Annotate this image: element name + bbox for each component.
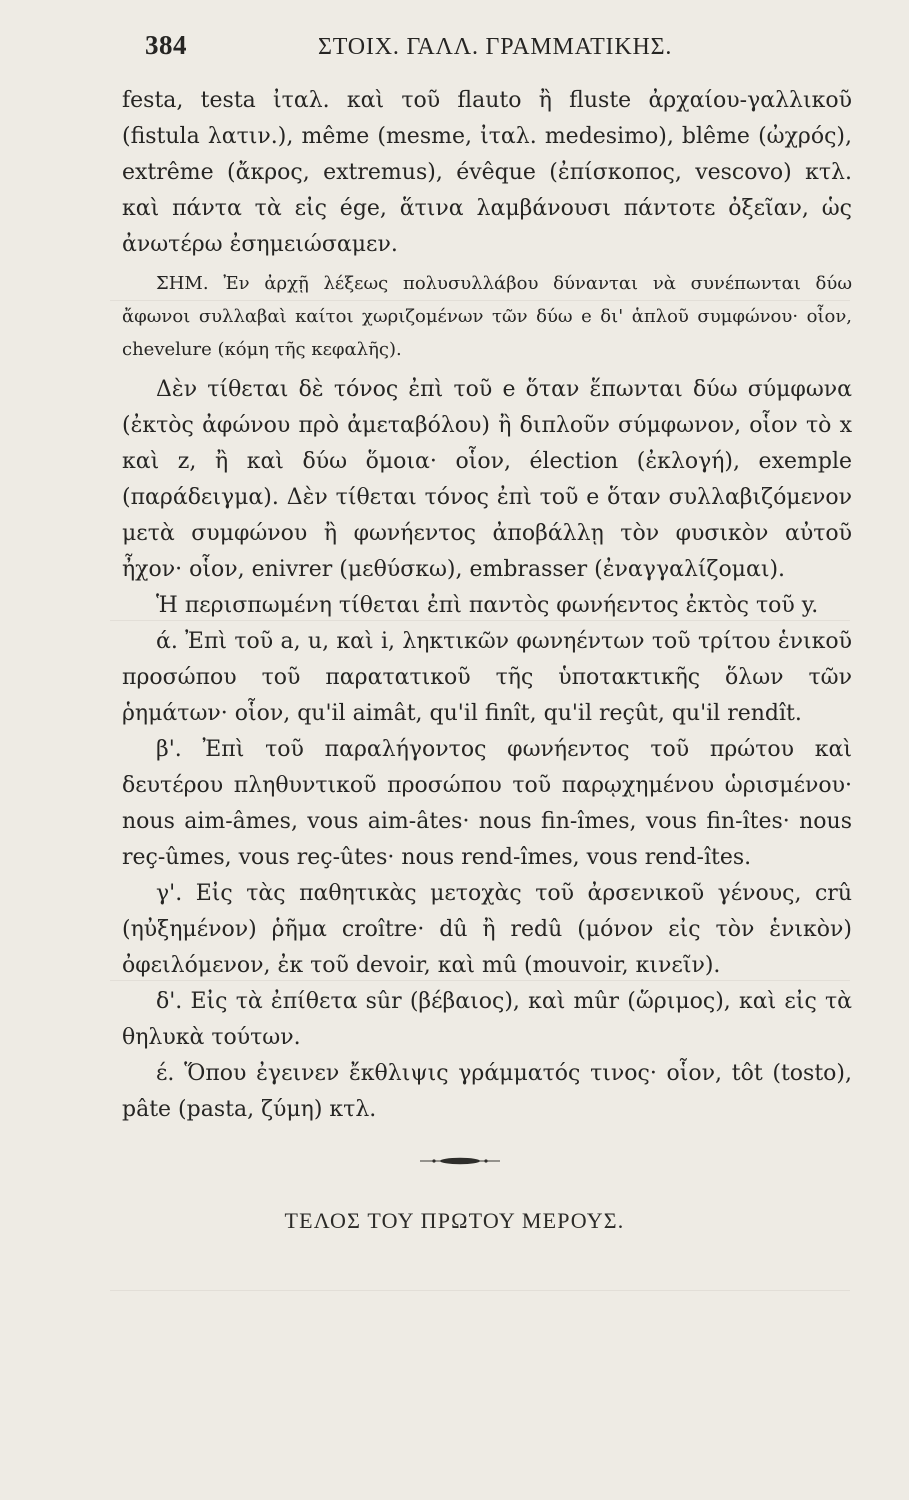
note-paragraph: ΣΗΜ. Ἐν ἀρχῇ λέξεως πολυσυλλάβου δύνανται νὰ συνέπωνται δύω ἄφωνοι συλλαβαὶ καίτοι χωριζομένων τῶν δύω e δι' ἁπλοῦ συμφώνου· οἷον, chevelure (κόμη τῆς κεφαλῆς). xyxy=(122,273,852,360)
body-text xyxy=(122,83,852,1128)
page-header xyxy=(0,28,909,74)
running-title: ΣΤΟΙΧ. ΓΑΛΛ. ΓΡΑΜΜΑΤΙΚΗΣ. xyxy=(318,34,673,60)
paragraph: Ἡ περισπωμένη τίθεται ἐπὶ παντὸς φωνήεντος ἐκτὸς τοῦ y. xyxy=(156,593,819,618)
paragraph: Δὲν τίθεται δὲ τόνος ἐπὶ τοῦ e ὅταν ἕπωνται δύω σύμφωνα (ἐκτὸς ἀφώνου πρὸ ἀμεταβόλου) ἢ διπλοῦν σύμφωνον, οἷον τὸ x καὶ z, ἢ καὶ δύω ὅμοια· οἷον, élection (ἐκλογή), exemple (παράδειγμα). Δὲν τίθεται τόνος ἐπὶ τοῦ e ὅταν συλλαβιζόμενον μετὰ συμφώνου ἢ φωνήεντος ἀποβάλλῃ τὸν φυσικὸν αὐτοῦ ἦχον· οἷον, enivrer (μεθύσκω), embrasser (ἐναγγαλίζομαι). xyxy=(122,377,852,582)
list-item: δ'. Εἰς τὰ ἐπίθετα sûr (βέβαιος), καὶ mûr (ὥριμος), καὶ εἰς τὰ θηλυκὰ τούτων. xyxy=(122,989,852,1050)
paragraph: festa, testa ἰταλ. καὶ τοῦ flauto ἢ fluste ἀρχαίου-γαλλικοῦ (fistula λατιν.), même (mesme, ἰταλ. medesimo), blême (ὠχρός), extrême (ἄκρος, extremus), évêque (ἐπίσκοπος, vescovo) κτλ. καὶ πάντα τὰ εἰς ége, ἅτινα λαμβάνουσι πάντοτε ὀξεῖαν, ὡς ἀνωτέρω ἐσημειώσαμεν. xyxy=(122,88,852,257)
show-through-line xyxy=(110,1290,850,1291)
list-item: ά. Ἐπὶ τοῦ a, u, καὶ i, ληκτικῶν φωνηέντων τοῦ τρίτου ἑνικοῦ προσώπου τοῦ παρατατικοῦ τῆς ὑποτακτικῆς ὅλων τῶν ῥημάτων· οἷον, qu'il aimât, qu'il finît, qu'il reçût, qu'il rendît. xyxy=(122,629,852,726)
page-number: 384 xyxy=(145,30,187,60)
ornament-rule xyxy=(420,1155,500,1167)
list-item: έ. Ὅπου ἐγεινεν ἔκθλιψις γράμματός τινος· οἷον, tôt (tosto), pâte (pasta, ζύμη) κτλ. xyxy=(122,1061,852,1122)
end-title: ΤΕΛΟΣ ΤΟΥ ΠΡΩΤΟΥ ΜΕΡΟΥΣ. xyxy=(284,1208,625,1233)
list-item: γ'. Εἰς τὰς παθητικὰς μετοχὰς τοῦ ἀρσενικοῦ γένους, crû (ηὐξημένον) ῥῆμα croître· dû ἢ redû (μόνον εἰς τὸν ἑνικὸν) ὀφειλόμενον, ἐκ τοῦ devoir, καὶ mû (mouvoir, κινεῖν). xyxy=(122,881,852,978)
list-item: β'. Ἐπὶ τοῦ παραλήγοντος φωνήεντος τοῦ πρώτου καὶ δευτέρου πληθυντικοῦ προσώπου τοῦ παρῳχημένου ὡρισμένου· nous aim-âmes, vous aim-âtes· nous fin-îmes, vous fin-îtes· nous reç-ûmes, vous reç-ûtes· nous rend-îmes, vous rend-îtes. xyxy=(122,737,852,870)
